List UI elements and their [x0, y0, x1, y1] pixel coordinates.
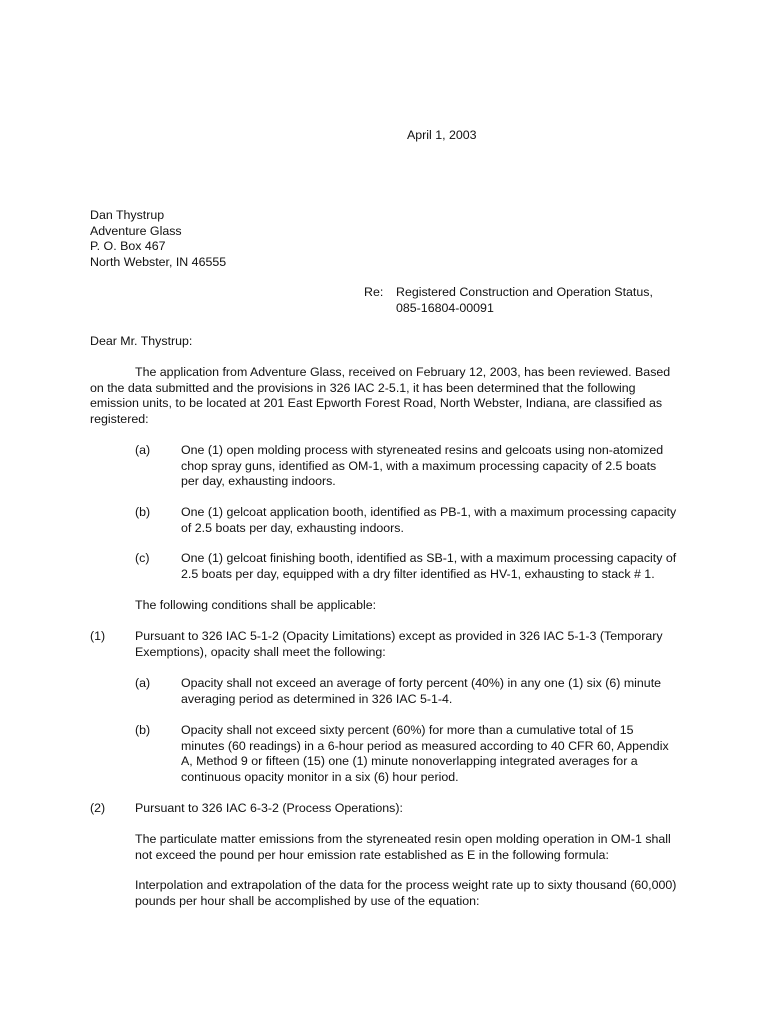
unit-a-text — [181, 443, 681, 490]
salutation: Dear Mr. Thystrup: — [90, 334, 193, 348]
condition-2-line: pounds per hour shall be accomplished by use of the equation: — [135, 893, 480, 908]
opacity-line: Opacity shall not exceed an average of forty percent (40%) in any one (1) six (6) minute — [181, 676, 662, 690]
condition-2-para-1 — [135, 832, 680, 863]
unit-b-text — [181, 505, 681, 536]
re-permit-number: 085-16804-00091 — [396, 300, 494, 315]
re-subject — [396, 285, 653, 316]
re-subject-line: Registered Construction and Operation Status, — [396, 285, 653, 299]
condition-line: Pursuant to 326 IAC 5-1-2 (Opacity Limitations) except as provided in 326 IAC 5-1-3 (Temporary — [135, 629, 663, 643]
unit-line: One (1) gelcoat application booth, identified as PB-1, with a maximum processing capacity — [181, 505, 677, 519]
unit-c-label: (c) — [135, 551, 150, 565]
condition-1-label: (1) — [90, 629, 106, 643]
recipient-name: Dan Thystrup — [90, 208, 165, 222]
unit-line: chop spray guns, identified as OM-1, with a maximum processing capacity of 2.5 boats — [181, 458, 657, 473]
intro-line: The application from Adventure Glass, received on February 12, 2003, has been reviewed. Based — [135, 365, 671, 379]
opacity-b-label: (b) — [135, 723, 151, 737]
unit-line: per day, exhausting indoors. — [181, 474, 336, 489]
opacity-a-text — [181, 676, 681, 707]
opacity-line: minutes (60 readings) in a 6-hour period as measured according to 40 CFR 60, Appendix — [181, 738, 669, 753]
condition-2-para-2 — [135, 878, 680, 909]
intro-line: on the data submitted and the provisions in 326 IAC 2-5.1, it has been determined that the following — [90, 380, 636, 395]
condition-2-line: not exceed the pound per hour emission rate established as E in the following formula: — [135, 847, 609, 862]
unit-line: 2.5 boats per day, equipped with a dry filter identified as HV-1, exhausting to stack # 1. — [181, 566, 655, 581]
unit-line: One (1) open molding process with styreneated resins and gelcoats using non-atomized — [181, 443, 664, 457]
opacity-line: continuous opacity monitor in a six (6) hour period. — [181, 769, 459, 784]
intro-paragraph — [90, 365, 680, 427]
unit-a-label: (a) — [135, 443, 151, 457]
condition-2-label: (2) — [90, 801, 106, 815]
intro-line: emission units, to be located at 201 East Epworth Forest Road, North Webster, Indiana, are classified as — [90, 396, 663, 411]
unit-b-label: (b) — [135, 505, 151, 519]
opacity-a-label: (a) — [135, 676, 151, 690]
opacity-line: Opacity shall not exceed sixty percent (60%) for more than a cumulative total of 15 — [181, 723, 634, 737]
recipient-city: North Webster, IN 46555 — [90, 254, 227, 269]
unit-c-text — [181, 551, 681, 582]
intro-line: registered: — [90, 411, 149, 426]
condition-1-text — [135, 629, 680, 660]
condition-2-line: The particulate matter emissions from the styreneated resin open molding operation in OM-1 shall — [135, 832, 671, 846]
recipient-po-box: P. O. Box 467 — [90, 239, 166, 254]
unit-line: One (1) gelcoat finishing booth, identified as SB-1, with a maximum processing capacity of — [181, 551, 677, 565]
unit-line: of 2.5 boats per day, exhausting indoors. — [181, 520, 404, 535]
condition-2-heading: Pursuant to 326 IAC 6-3-2 (Process Operations): — [135, 801, 403, 815]
opacity-b-text — [181, 723, 681, 785]
condition-line: Exemptions), opacity shall meet the following: — [135, 644, 386, 659]
opacity-line: A, Method 9 or fifteen (15) one (1) minute nonoverlapping integrated averages for a — [181, 754, 638, 769]
condition-2-line: Interpolation and extrapolation of the data for the process weight rate up to sixty thousand (60,000) — [135, 878, 677, 892]
recipient-company: Adventure Glass — [90, 223, 182, 238]
re-label: Re: — [364, 285, 384, 299]
conditions-intro: The following conditions shall be applicable: — [135, 598, 377, 612]
opacity-line: averaging period as determined in 326 IAC 5-1-4. — [181, 691, 453, 706]
letter-date: April 1, 2003 — [407, 128, 477, 142]
recipient-address — [90, 208, 226, 270]
